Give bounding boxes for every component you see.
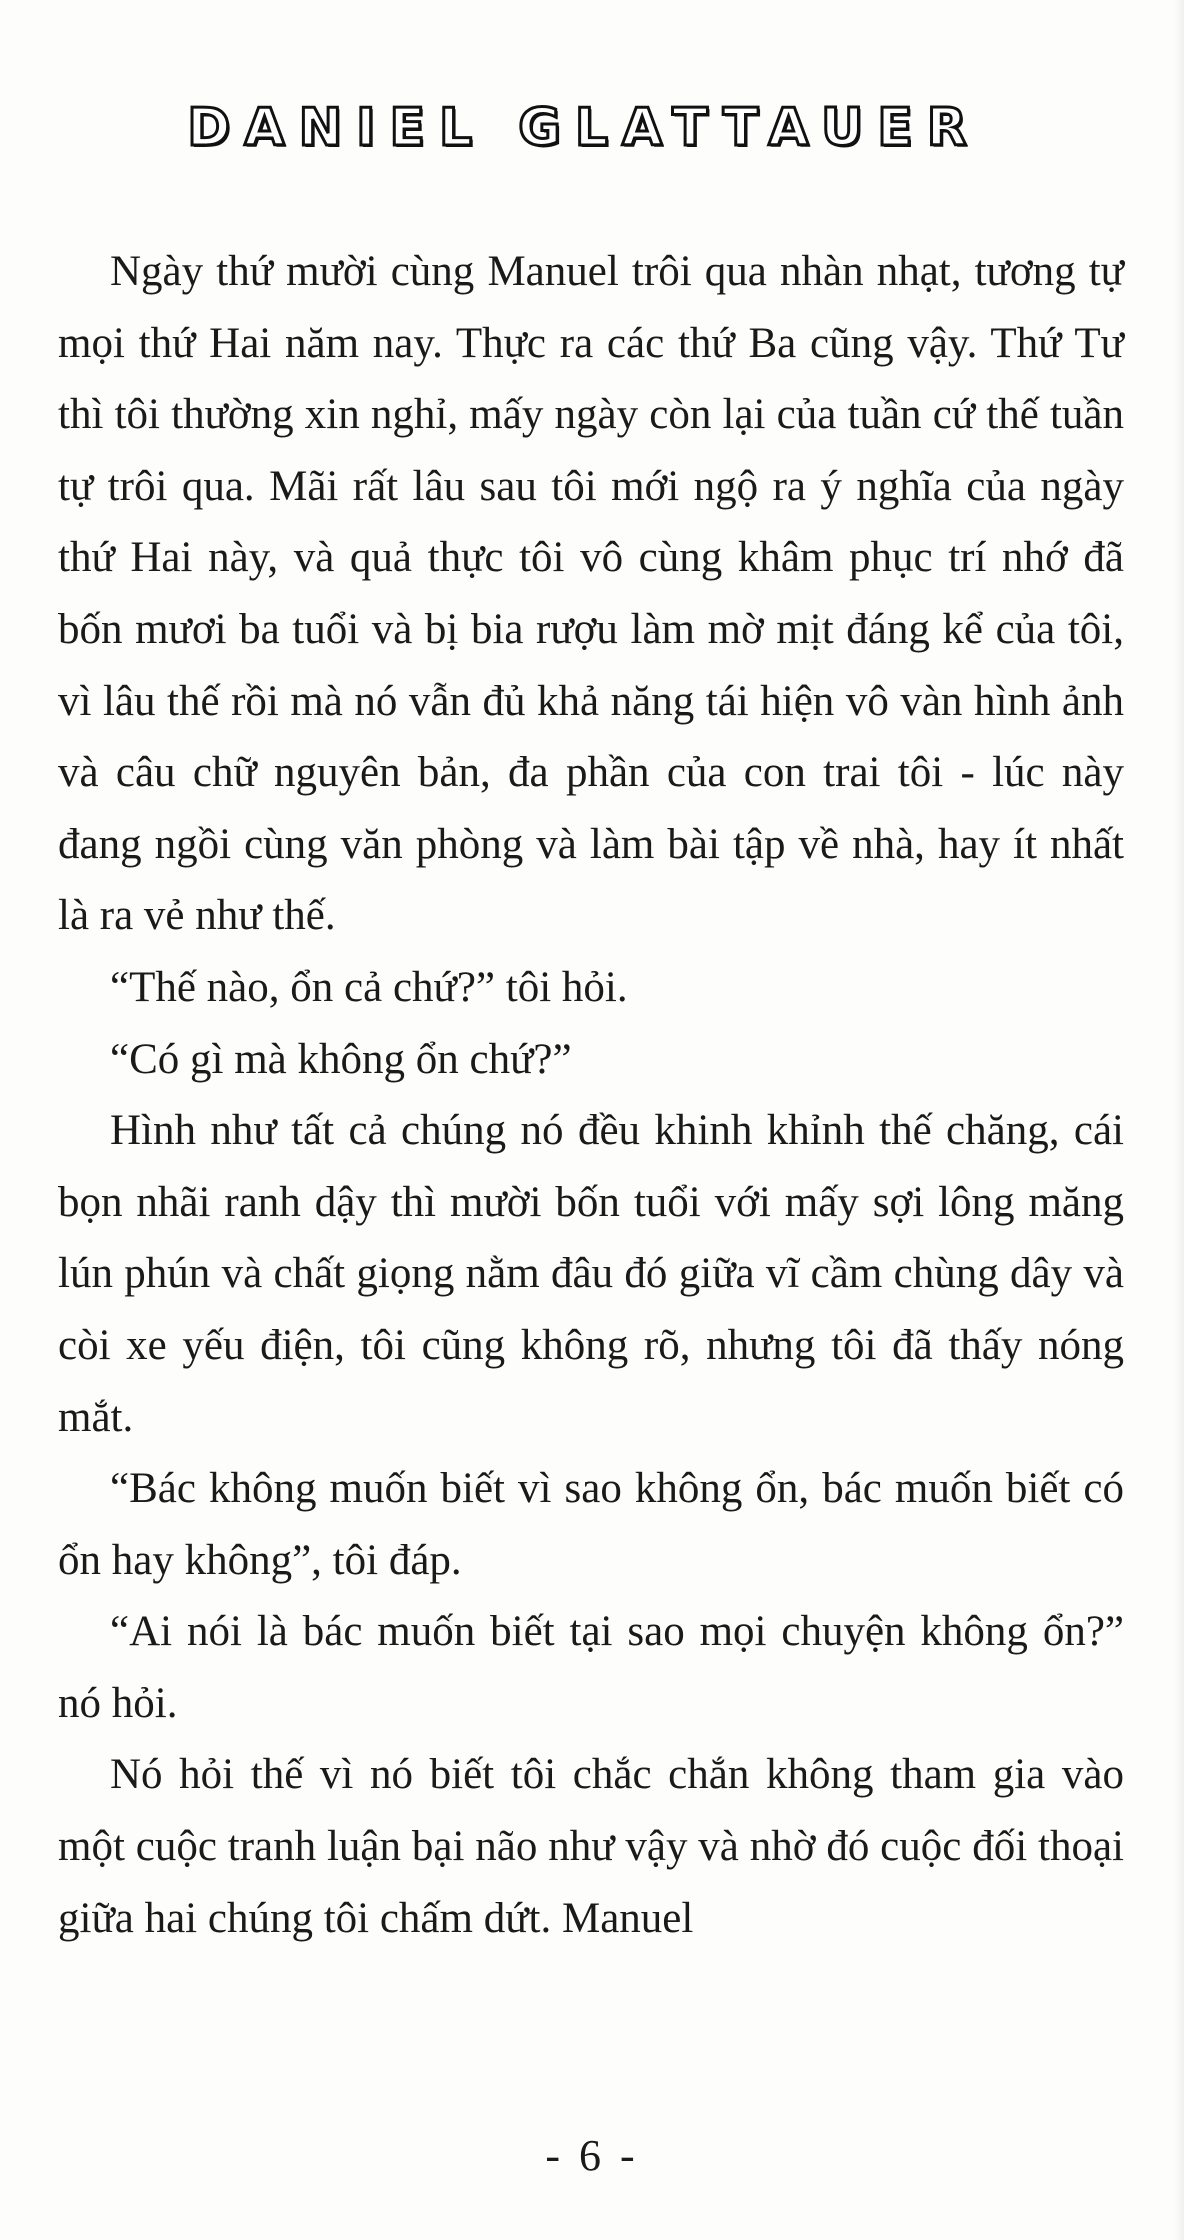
paragraph-1: Ngày thứ mười cùng Manuel trôi qua nhàn nhạt, tương tự mọi thứ Hai năm nay. Thực ra các thứ Ba cũng vậy. Thứ Tư thì tôi thường xin nghỉ, mấy ngày còn lại của tuần cứ thế tuần tự trôi qua. Mãi rất lâu sau tôi mới ngộ ra ý nghĩa của ngày thứ Hai này, và quả thực tôi vô cùng khâm phục trí nhớ đã bốn mươi ba tuổi và bị bia rượu làm mờ mịt đáng kể của tôi, vì lâu thế rồi mà nó vẫn đủ khả năng tái hiện vô vàn hình ảnh và câu chữ nguyên bản, đa phần của con trai tôi - lúc này đang ngồi cùng văn phòng và làm bài tập về nhà, hay ít nhất là ra vẻ như thế. [58,248,1124,940]
body-text [58,236,1124,1954]
paragraph-7: Nó hỏi thế vì nó biết tôi chắc chắn không tham gia vào một cuộc tranh luận bại não như vậy và nhờ đó cuộc đối thoại giữa hai chúng tôi chấm dứt. Manuel [58,1751,1124,1942]
paragraph-5: “Bác không muốn biết vì sao không ổn, bác muốn biết có ổn hay không”, tôi đáp. [58,1465,1124,1584]
paragraph-4: Hình như tất cả chúng nó đều khinh khỉnh thế chăng, cái bọn nhãi ranh dậy thì mười bốn tuổi với mấy sợi lông măng lún phún và chất giọng nằm đâu đó giữa vĩ cầm chùng dây và còi xe yếu điện, tôi cũng không rõ, nhưng tôi đã thấy nóng mắt. [58,1107,1124,1441]
running-header-author: DANIEL GLATTAUER [187,98,981,158]
paragraph-2: “Thế nào, ổn cả chứ?” tôi hỏi. [110,963,628,1011]
paragraph-6: “Ai nói là bác muốn biết tại sao mọi chuyện không ổn?” nó hỏi. [58,1608,1124,1727]
page-number: - 6 - [545,2131,639,2180]
paragraph-3: “Có gì mà không ổn chứ?” [110,1035,572,1083]
page-edge-shadow [1174,0,1184,2240]
